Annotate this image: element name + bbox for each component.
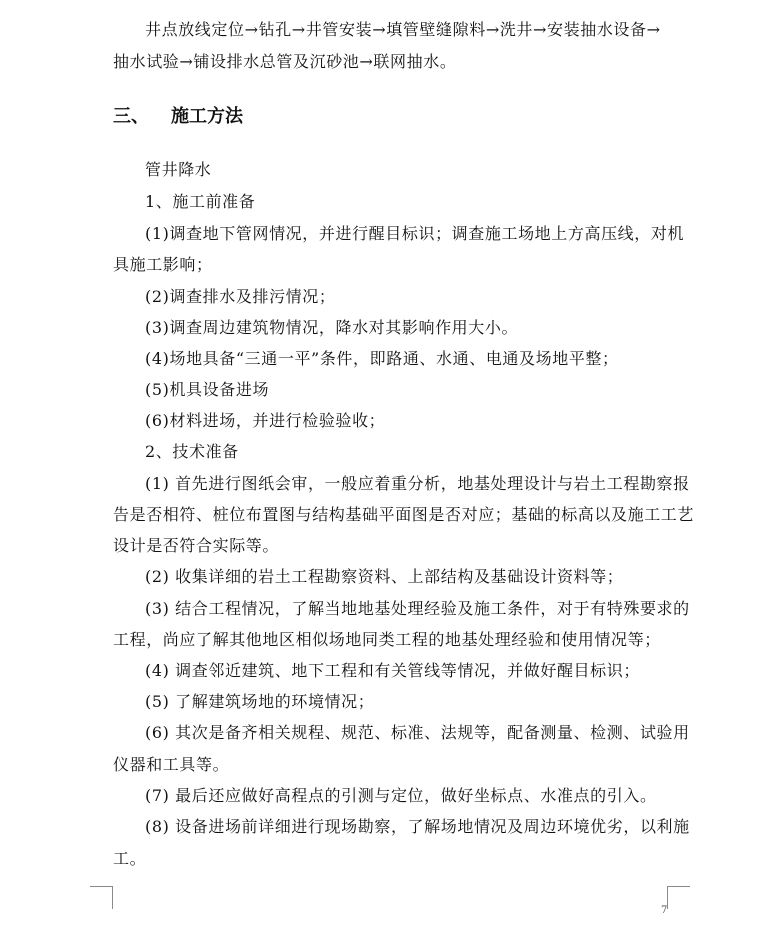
list-item-line: (6)材料进场，并进行检验验收； [145,411,386,430]
list-item-line: (1) 首先进行图纸会审，一般应着重分析，地基处理设计与岩土工程勘察报 [145,474,690,493]
subsection-title: 管井降水 [145,160,212,179]
list-item-line: (4) 调查邻近建筑、地下工程和有关管线等情况，并做好醒目标识； [145,661,640,680]
list-item-line: (4)场地具备“三通一平”条件，即路通、水通、电通及场地平整； [145,349,619,368]
crop-mark-left [90,886,113,909]
page-number: 7 [661,905,668,916]
section-heading-title: 施工方法 [171,106,243,127]
list-item-line: (3)调查周边建筑物情况，降水对其影响作用大小。 [145,318,519,337]
list-item-line: 仪器和工具等。 [113,755,230,774]
list-item-line: (5)机具设备进场 [145,380,270,399]
list-item-line: (2) 收集详细的岩土工程勘察资料、上部结构及基础设计资料等； [145,567,624,586]
section-heading-number: 三、 [113,106,149,127]
list-item-line: (5) 了解建筑场地的环境情况； [145,692,375,711]
paragraph-line-2: 抽水试验→铺设排水总管及沉砂池→联网抽水。 [113,52,457,71]
crop-mark-right [667,886,690,909]
list-item-line: (2)调查排水及排污情况； [145,287,336,306]
list-item-line: 设计是否符合实际等。 [113,536,280,555]
list-item-line: 工。 [113,849,147,868]
list-item-line: (7) 最后还应做好高程点的引测与定位，做好坐标点、水准点的引入。 [145,786,657,805]
list-item-line: (6) 其次是备齐相关规程、规范、标准、法规等，配备测量、检测、试验用 [145,723,690,742]
list-item-line: 告是否相符、桩位布置图与结构基础平面图是否对应；基础的标高以及施工工艺 [113,505,695,524]
list-item-line: 工程，尚应了解其他地区相似场地同类工程的地基处理经验和使用情况等； [113,630,661,649]
list-item-line: 具施工影响； [113,255,213,274]
list-heading-preparation: 1、施工前准备 [145,192,256,211]
list-item-line: (1)调查地下管网情况，并进行醒目标识；调查施工场地上方高压线，对机 [145,224,685,243]
list-item-line: (3) 结合工程情况，了解当地地基处理经验及施工条件，对于有特殊要求的 [145,599,690,618]
list-item-line: (8) 设备进场前详细进行现场勘察，了解场地情况及周边环境优劣，以利施 [145,817,690,836]
list-heading-technical: 2、技术准备 [145,442,239,461]
paragraph-line-1: 井点放线定位→钻孔→井管安装→填管壁缝隙料→洗井→安装抽水设备→ [145,20,661,39]
